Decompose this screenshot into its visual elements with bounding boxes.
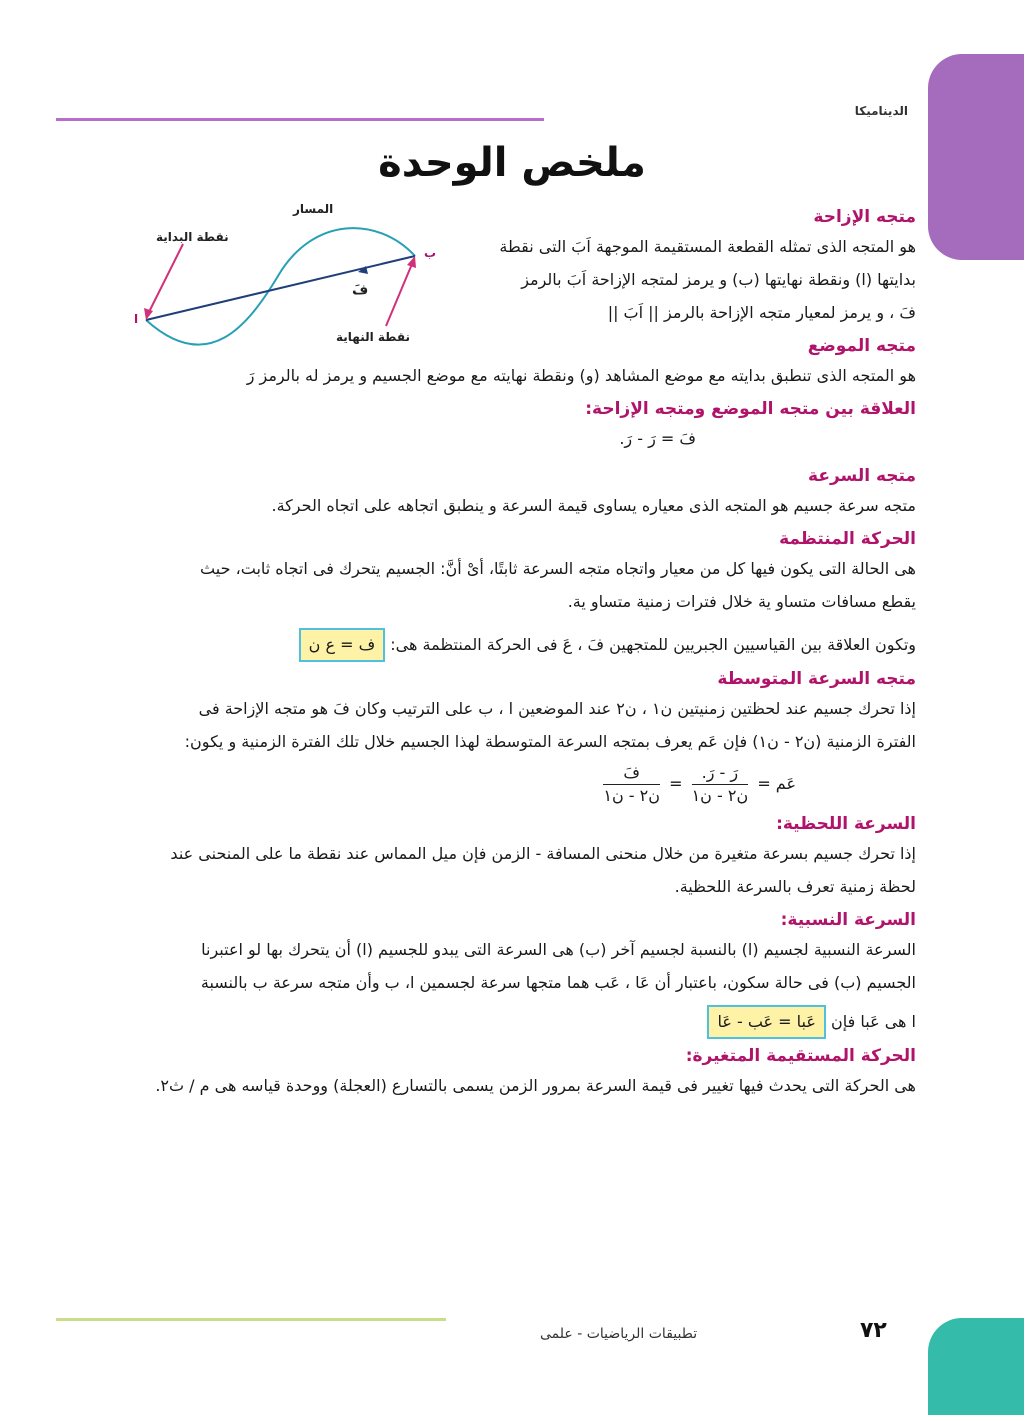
uniform-boxed-formula: ف = ع ن — [299, 628, 386, 662]
heading-relation: العلاقة بين متجه الموضع ومتجه الإزاحة: — [585, 399, 916, 419]
heading-position: متجه الموضع — [807, 336, 916, 356]
section-accelerated — [136, 1043, 916, 1102]
heading-average: متجه السرعة المتوسطة — [717, 669, 916, 689]
average-frac-1-num: رَ - رَ. — [692, 762, 749, 785]
average-frac-1-den: ن٢ - ن١ — [691, 786, 749, 805]
relative-formula-row — [136, 1005, 916, 1039]
position-line-1: هو المتجه الذى تنطبق بدايته مع موضع المشاهد (و) ونقطة نهايته مع موضع الجسيم و يرمز له بالرمز رَ — [246, 366, 916, 385]
header-rule — [56, 118, 544, 121]
running-head: الديناميكا — [854, 104, 908, 118]
displacement-line-2: بدايتها (ا) ونقطة نهايتها (ب) و يرمز لمتجه الإزاحة اَبَ بالرمز — [521, 270, 916, 289]
displacement-line-1: هو المتجه الذى تمثله القطعة المستقيمة الموجهة اَبَ التى نقطة — [499, 237, 916, 256]
section-relation — [136, 396, 916, 455]
section-position — [136, 333, 916, 392]
average-frac-2-den: ن٢ - ن١ — [603, 786, 660, 805]
section-velocity — [136, 463, 916, 522]
average-lhs: عَم = — [757, 774, 796, 793]
summary-content — [136, 200, 916, 1102]
uniform-relation-row — [136, 628, 916, 662]
path-label: المسار — [293, 202, 334, 216]
average-line-1: إذا تحرك جسيم عند لحظتين زمنيتين ن١ ، ن٢ عند الموضعين ا ، ب على الترتيب وكان فَ هو متجه الإزاحة فى — [198, 699, 916, 718]
page-number: ٧٢ — [860, 1318, 887, 1343]
footer-tab — [928, 1318, 1024, 1415]
accelerated-line-1: هى الحركة التى يحدث فيها تغيير فى قيمة السرعة بمرور الزمن يسمى بالتسارع (العجلة) ووحدة قياسه هى م / ث٢. — [155, 1076, 916, 1095]
uniform-line-3: وتكون العلاقة بين القياسيين الجبريين للمتجهين فَ ، عَ فى الحركة المنتظمة هى: — [390, 635, 916, 654]
average-frac-1 — [692, 762, 749, 807]
section-instant — [136, 811, 916, 903]
average-line-2: الفترة الزمنية (ن٢ - ن١) فإن عَم يعرف بمتجه السرعة المتوسطة لهذا الجسيم خلال تلك الفترة الزمنية و يكون: — [184, 732, 916, 751]
average-eq: = — [669, 774, 683, 793]
point-b-label: ب — [424, 246, 437, 260]
displacement-line-3: فَ ، و يرمز لمعيار متجه الإزاحة بالرمز || اَبَ || — [607, 303, 916, 322]
uniform-line-2: يقطع مسافات متساو ية خلال فترات زمنية متساو ية. — [567, 592, 916, 611]
start-label: نقطة البداية — [156, 230, 229, 244]
instant-line-1: إذا تحرك جسيم بسرعة متغيرة من خلال منحنى المسافة - الزمن فإن ميل المماس عند نقطة ما على المنحنى عند — [170, 844, 916, 863]
relation-formula: فَ = رَ - رَ. — [619, 429, 696, 448]
point-a-label: ا — [134, 312, 139, 326]
section-relative — [136, 907, 916, 1039]
average-frac-2 — [603, 762, 660, 807]
heading-displacement: متجه الإزاحة — [813, 207, 916, 227]
relative-line-3: ا هى عَبا فإن — [831, 1012, 916, 1031]
footer-rule — [56, 1318, 446, 1321]
instant-line-2: لحظة زمنية تعرف بالسرعة اللحظية. — [674, 877, 916, 896]
section-average — [136, 666, 916, 807]
relative-boxed-formula: عَبا = عَب - عَا — [707, 1005, 825, 1039]
vector-label: فَ — [352, 282, 369, 298]
heading-instant: السرعة اللحظية: — [776, 814, 916, 834]
relative-line-1: السرعة النسبية لجسيم (ا) بالنسبة لجسيم آخر (ب) هى السرعة التى يبدو للجسيم (ا) أن يتحرك بها لو اعتبرنا — [201, 940, 916, 959]
heading-uniform: الحركة المنتظمة — [779, 529, 916, 549]
heading-velocity: متجه السرعة — [808, 466, 916, 486]
uniform-line-1: هى الحالة التى يكون فيها كل من معيار واتجاه متجه السرعة ثابتًا، أىْ أنَّ: الجسيم يتحرك فى اتجاه ثابت، حيث — [200, 559, 916, 578]
average-frac-2-num: فَ — [603, 762, 660, 785]
velocity-line-1: متجه سرعة جسيم هو المتجه الذى معياره يساوى قيمة السرعة و ينطبق اتجاهه على اتجاه الحركة. — [271, 496, 916, 515]
relative-line-2: الجسيم (ب) فى حالة سكون، باعتبار أن عَا ، عَب هما متجها سرعة لجسمين ا، ب وأن متجه سرعة ب بالنسبة — [200, 973, 916, 992]
footer-book-title: تطبيقات الرياضيات - علمى — [540, 1326, 698, 1342]
end-label: نقطة النهاية — [336, 330, 411, 344]
heading-accelerated: الحركة المستقيمة المتغيرة: — [685, 1046, 916, 1066]
section-uniform — [136, 526, 916, 662]
section-displacement — [466, 204, 916, 329]
average-formula — [136, 762, 916, 807]
heading-relative: السرعة النسبية: — [780, 910, 916, 930]
page-title: ملخص الوحدة — [378, 140, 646, 186]
